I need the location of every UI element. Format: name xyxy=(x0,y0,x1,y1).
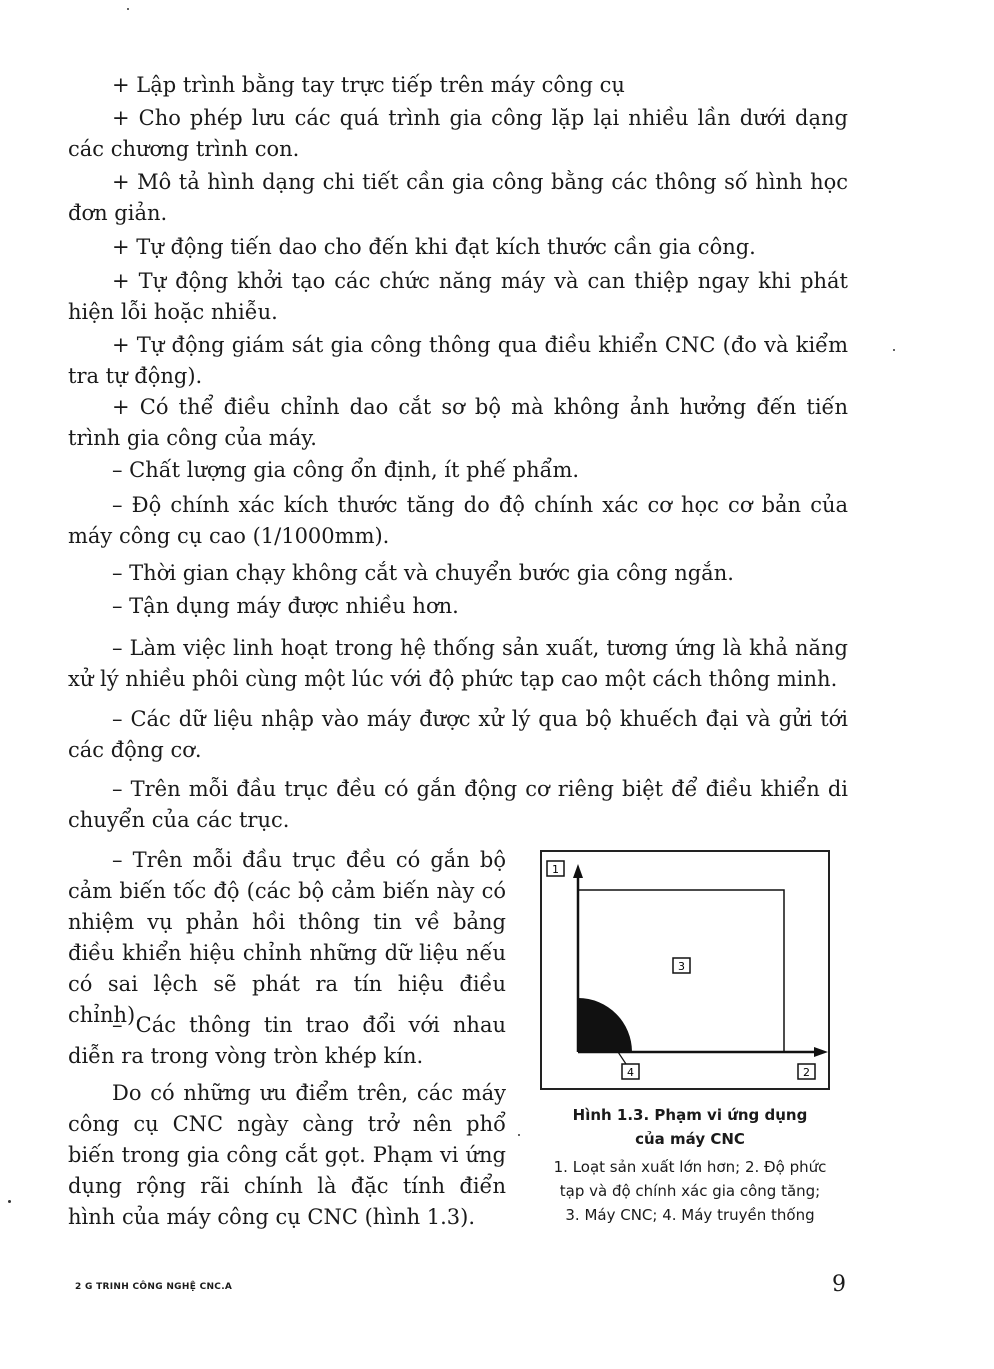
figure-caption-title: Hình 1.3. Phạm vi ứng dụng của máy CNC xyxy=(572,1106,808,1148)
narrow-paragraph-1: – Trên mỗi đầu trục đều có gắn bộ cảm biến tốc độ (các bộ cảm biến này có nhiệm vụ phản hồi thông tin về bảng điều khiển hiệu chỉnh những dữ liệu nếu có sai lệch sẽ phát ra tín hiệu điều chỉnh). xyxy=(68,848,506,1027)
label-4: 4 xyxy=(627,1066,634,1079)
paragraph-5: + Tự động khởi tạo các chức năng máy và can thiệp ngay khi phát hiện lỗi hoặc nhiễu. xyxy=(68,269,848,324)
figure-caption-body: 1. Loạt sản xuất lớn hơn; 2. Độ phức tạp và độ chính xác gia công tăng; 3. Máy CNC; 4. Máy truyền thống xyxy=(553,1158,827,1224)
x-axis-arrow xyxy=(814,1047,828,1057)
traditional-machine-region xyxy=(578,998,632,1052)
scan-speck xyxy=(518,1134,520,1136)
paragraph-4: + Tự động tiến dao cho đến khi đạt kích thước cần gia công. xyxy=(112,235,756,259)
label-3: 3 xyxy=(678,960,685,973)
paragraph-9: – Độ chính xác kích thước tăng do độ chính xác cơ học cơ bản của máy công cụ cao (1/1000mm). xyxy=(68,493,848,548)
figure-1-3 xyxy=(540,850,830,1090)
paragraph-14: – Trên mỗi đầu trục đều có gắn động cơ riêng biệt để điều khiển di chuyển của các trục. xyxy=(68,777,848,832)
y-axis-arrow xyxy=(573,864,583,878)
paragraph-7: + Có thể điều chỉnh dao cắt sơ bộ mà không ảnh hưởng đến tiến trình gia công của máy. xyxy=(68,395,848,450)
paragraph-3: + Mô tả hình dạng chi tiết cần gia công bằng các thông số hình học đơn giản. xyxy=(68,170,848,225)
label-2: 2 xyxy=(803,1066,810,1079)
scan-speck xyxy=(893,349,895,351)
paragraph-11: – Tận dụng máy được nhiều hơn. xyxy=(112,594,459,618)
paragraph-13: – Các dữ liệu nhập vào máy được xử lý qua bộ khuếch đại và gửi tới các động cơ. xyxy=(68,707,848,762)
paragraph-10: – Thời gian chạy không cắt và chuyển bước gia công ngắn. xyxy=(112,561,734,585)
label-4-leader xyxy=(618,1052,626,1064)
scan-speck xyxy=(8,1200,11,1203)
paragraph-8: – Chất lượng gia công ổn định, ít phế phẩm. xyxy=(112,458,580,482)
paragraph-6: + Tự động giám sát gia công thông qua điều khiển CNC (đo và kiểm tra tự động). xyxy=(68,333,848,388)
paragraph-2: + Cho phép lưu các quá trình gia công lặp lại nhiều lần dưới dạng các chương trình con. xyxy=(68,106,848,161)
footer-running-title: 2 G TRINH CÔNG NGHỆ CNC.A xyxy=(75,1282,233,1292)
application-range-diagram xyxy=(542,852,832,1092)
scan-speck xyxy=(127,8,129,10)
page-number: 9 xyxy=(832,1272,846,1297)
paragraph-1: + Lập trình bằng tay trực tiếp trên máy công cụ xyxy=(112,73,625,97)
narrow-paragraph-2: – Các thông tin trao đổi với nhau diễn ra trong vòng tròn khép kín. xyxy=(68,1013,506,1068)
label-1: 1 xyxy=(552,863,559,876)
narrow-paragraph-3: Do có những ưu điểm trên, các máy công cụ CNC ngày càng trở nên phổ biến trong gia công cắt gọt. Phạm vi ứng dụng rộng rãi chính là đặc tính điển hình của máy công cụ CNC (hình 1.3). xyxy=(68,1081,506,1229)
paragraph-12: – Làm việc linh hoạt trong hệ thống sản xuất, tương ứng là khả năng xử lý nhiều phôi cùng một lúc với độ phức tạp cao một cách thông minh. xyxy=(68,636,848,691)
